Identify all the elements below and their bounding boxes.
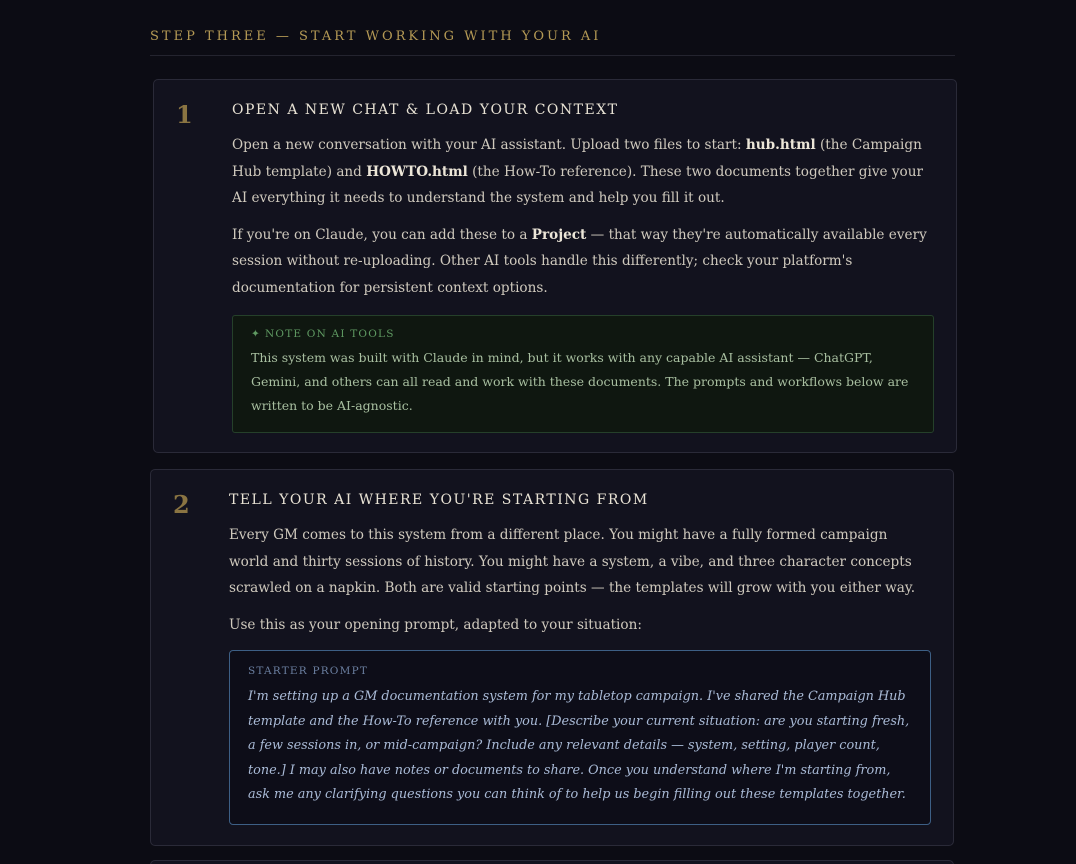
text: If you're on Claude, you can add these to a [232,226,532,243]
text: Open a new conversation with your AI assistant. Upload two files to start: [232,137,746,153]
note-label [251,328,915,340]
step-content [229,492,931,825]
step-paragraph [232,222,934,302]
step-title: OPEN A NEW CHAT & LOAD YOUR CONTEXT [232,102,619,118]
text: (the Campaign Hub template) and [232,137,922,180]
project-term: Project [531,226,587,243]
step-title: TELL YOUR AI WHERE YOU'RE STARTING FROM [229,492,649,508]
prompt-text[interactable]: I'm setting up a GM documentation system for my tabletop campaign. I've shared the Campaign Hub template and the How-To reference with you. [Describe your current situation: are you starting fresh, a few sessions in, or mid-campaign? Include any relevant details — system, setting, player count, tone.] I may also have notes or documents to share. Once you understand where I'm starting from, ask me any clarifying questions you can think of to help us begin filling out these templates together. [248,689,910,803]
section-heading-text: STEP THREE — START WORKING WITH YOUR AI [150,29,602,44]
step-number: 2 [173,490,190,519]
note-callout [232,315,934,433]
step-card-3 [150,860,954,864]
step-content [232,102,934,433]
filename-howto: HOWTO.html [366,163,468,180]
text: (the How-To reference). These two documents together give your AI everything it needs to understand the system and help you fill it out. [232,163,923,206]
sparkle-icon: ✦ [251,328,261,340]
section-heading [150,25,955,56]
step-number: 1 [176,100,193,129]
prompt-label: STARTER PROMPT [248,665,369,677]
filename-hub: hub.html [745,137,816,153]
step-card-1 [153,79,957,453]
step-card-2 [150,469,954,846]
step-paragraph: Use this as your opening prompt, adapted to your situation: [229,616,642,633]
text: — that way they're automatically available every session without re-uploading. Other AI tools handle this differently; check your platform's documentation for persistent context options. [232,226,927,296]
step-paragraph [232,132,934,212]
starter-prompt-box[interactable] [229,650,931,825]
note-label-text: NOTE ON AI TOOLS [265,328,395,340]
note-text: This system was built with Claude in mind, but it works with any capable AI assistant — ChatGPT, Gemini, and others can all read and work with these documents. The prompts and workflows below are written to be AI-agnostic. [251,350,909,413]
step-paragraph: Every GM comes to this system from a different place. You might have a fully formed campaign world and thirty sessions of history. You might have a system, a vibe, and three character concepts scrawled on a napkin. Both are valid starting points — the templates will grow with you either way. [229,527,916,596]
